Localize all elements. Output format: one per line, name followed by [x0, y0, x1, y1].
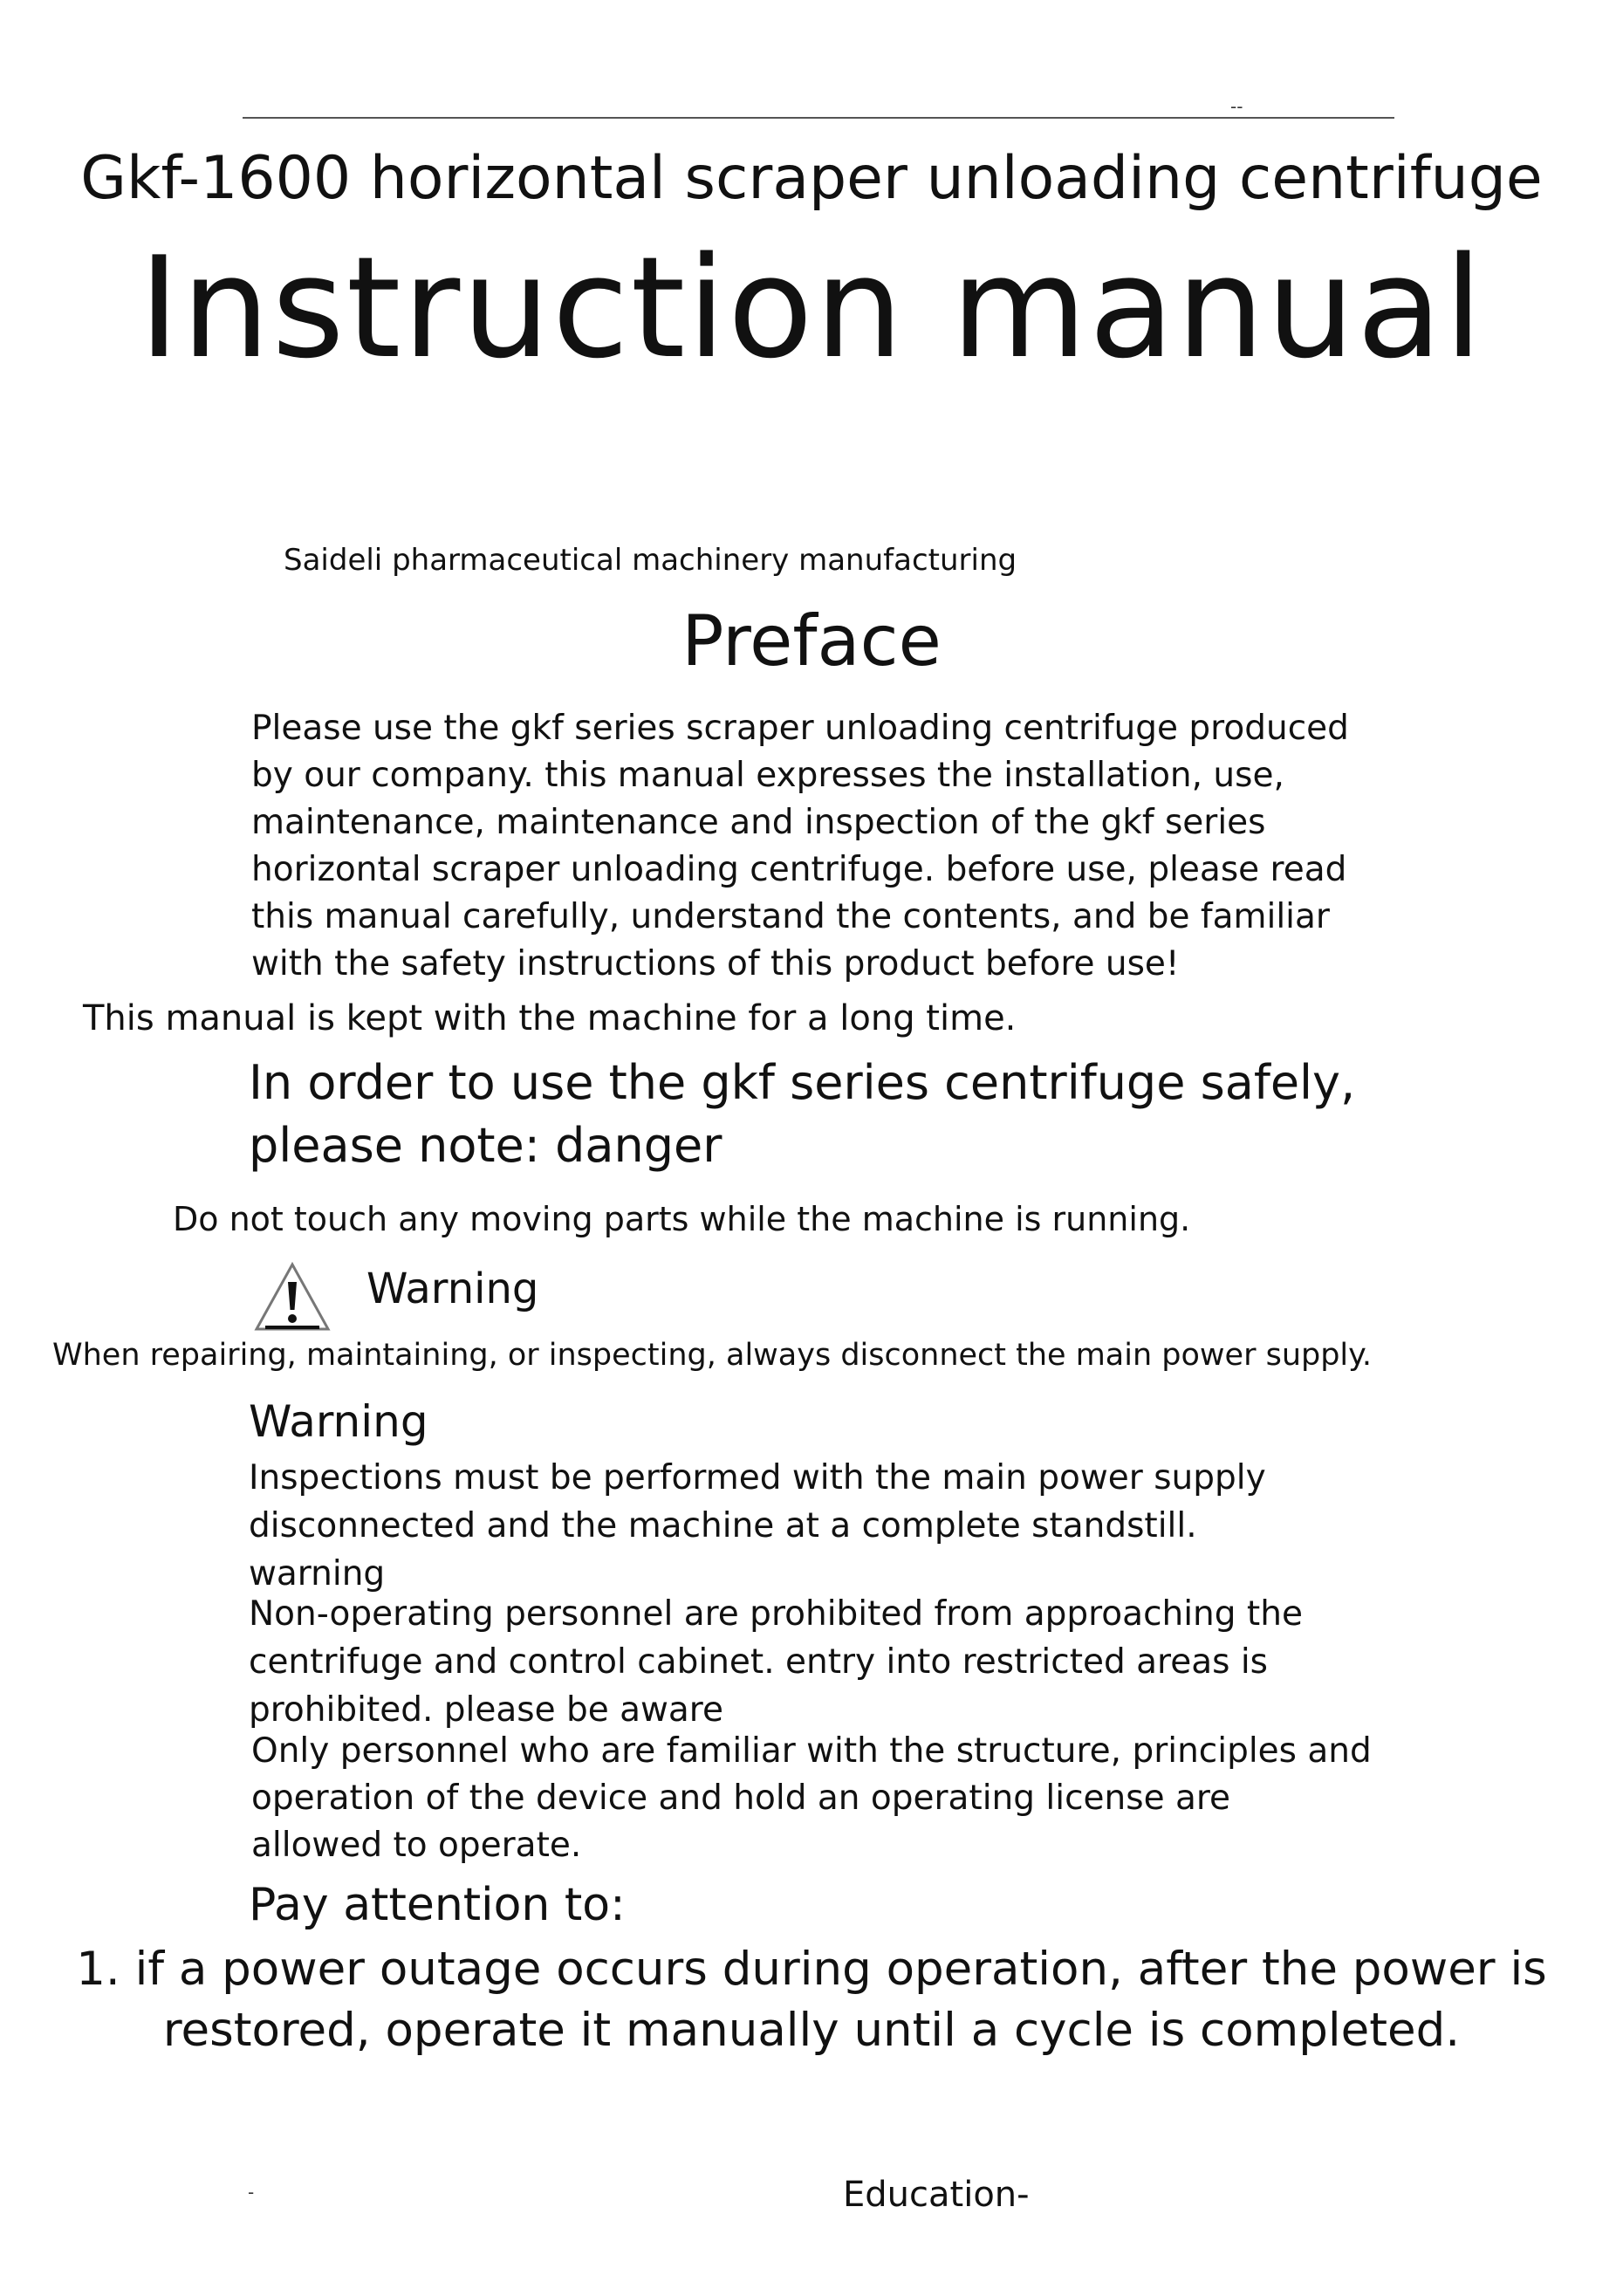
qualification-line: Only personnel who are familiar with the structure, principles and	[251, 1731, 1372, 1771]
preface-line: this manual carefully, understand the contents, and be familiar	[251, 897, 1330, 936]
restricted-line: Non-operating personnel are prohibited from approaching the	[249, 1594, 1303, 1634]
document-title: Instruction manual	[138, 226, 1485, 389]
inspection-text	[249, 1454, 1266, 1598]
warning-label: Warning	[366, 1265, 539, 1313]
inspection-line: Inspections must be performed with the main power supply	[249, 1458, 1266, 1498]
warning-triangle-icon	[253, 1261, 332, 1333]
restricted-line: prohibited. please be aware	[249, 1690, 723, 1730]
preface-line: with the safety instructions of this product before use!	[251, 944, 1180, 984]
document-subtitle: Gkf-1600 horizontal scraper unloading centrifuge	[80, 144, 1543, 213]
attention-heading: Pay attention to:	[249, 1879, 626, 1931]
preface-line: by our company. this manual expresses the installation, use,	[251, 756, 1284, 795]
restricted-line: centrifuge and control cabinet. entry into restricted areas is	[249, 1642, 1268, 1682]
safety-heading	[249, 1052, 1355, 1177]
operator-qualification-text	[251, 1728, 1372, 1869]
attention-item-line: restored, operate it manually until a cycle is completed.	[162, 2004, 1461, 2057]
preface-line: horizontal scraper unloading centrifuge. before use, please read	[251, 850, 1347, 889]
header-dash-mark: --	[1230, 96, 1243, 117]
qualification-line: operation of the device and hold an operating license are	[251, 1779, 1231, 1818]
keep-note: This manual is kept with the machine for a long time.	[83, 998, 1017, 1038]
warning-text: When repairing, maintaining, or inspecting, always disconnect the main power supply.	[52, 1338, 1373, 1373]
warning-label: Warning	[249, 1396, 428, 1447]
preface-line: maintenance, maintenance and inspection of the gkf series	[251, 803, 1266, 842]
safety-heading-line: please note: danger	[249, 1118, 722, 1173]
safety-heading-line: In order to use the gkf series centrifuge safely,	[249, 1055, 1356, 1110]
attention-item-line: 1. if a power outage occurs during operation, after the power is	[76, 1943, 1547, 1996]
attention-item	[0, 1939, 1623, 2061]
company-name: Saideli pharmaceutical machinery manufacturing	[284, 543, 1017, 578]
footer-text: Education-	[843, 2175, 1030, 2215]
inspection-line: warning	[249, 1554, 386, 1593]
preface-heading: Preface	[681, 600, 942, 682]
inspection-line: disconnected and the machine at a complete standstill.	[249, 1506, 1197, 1546]
preface-line: Please use the gkf series scraper unloading centrifuge produced	[251, 709, 1349, 748]
qualification-line: allowed to operate.	[251, 1826, 582, 1865]
footer-dash-mark: -	[248, 2182, 255, 2203]
preface-paragraph	[251, 705, 1349, 988]
danger-text: Do not touch any moving parts while the machine is running.	[173, 1200, 1191, 1238]
restricted-area-text	[249, 1590, 1303, 1734]
header-rule	[243, 117, 1394, 119]
